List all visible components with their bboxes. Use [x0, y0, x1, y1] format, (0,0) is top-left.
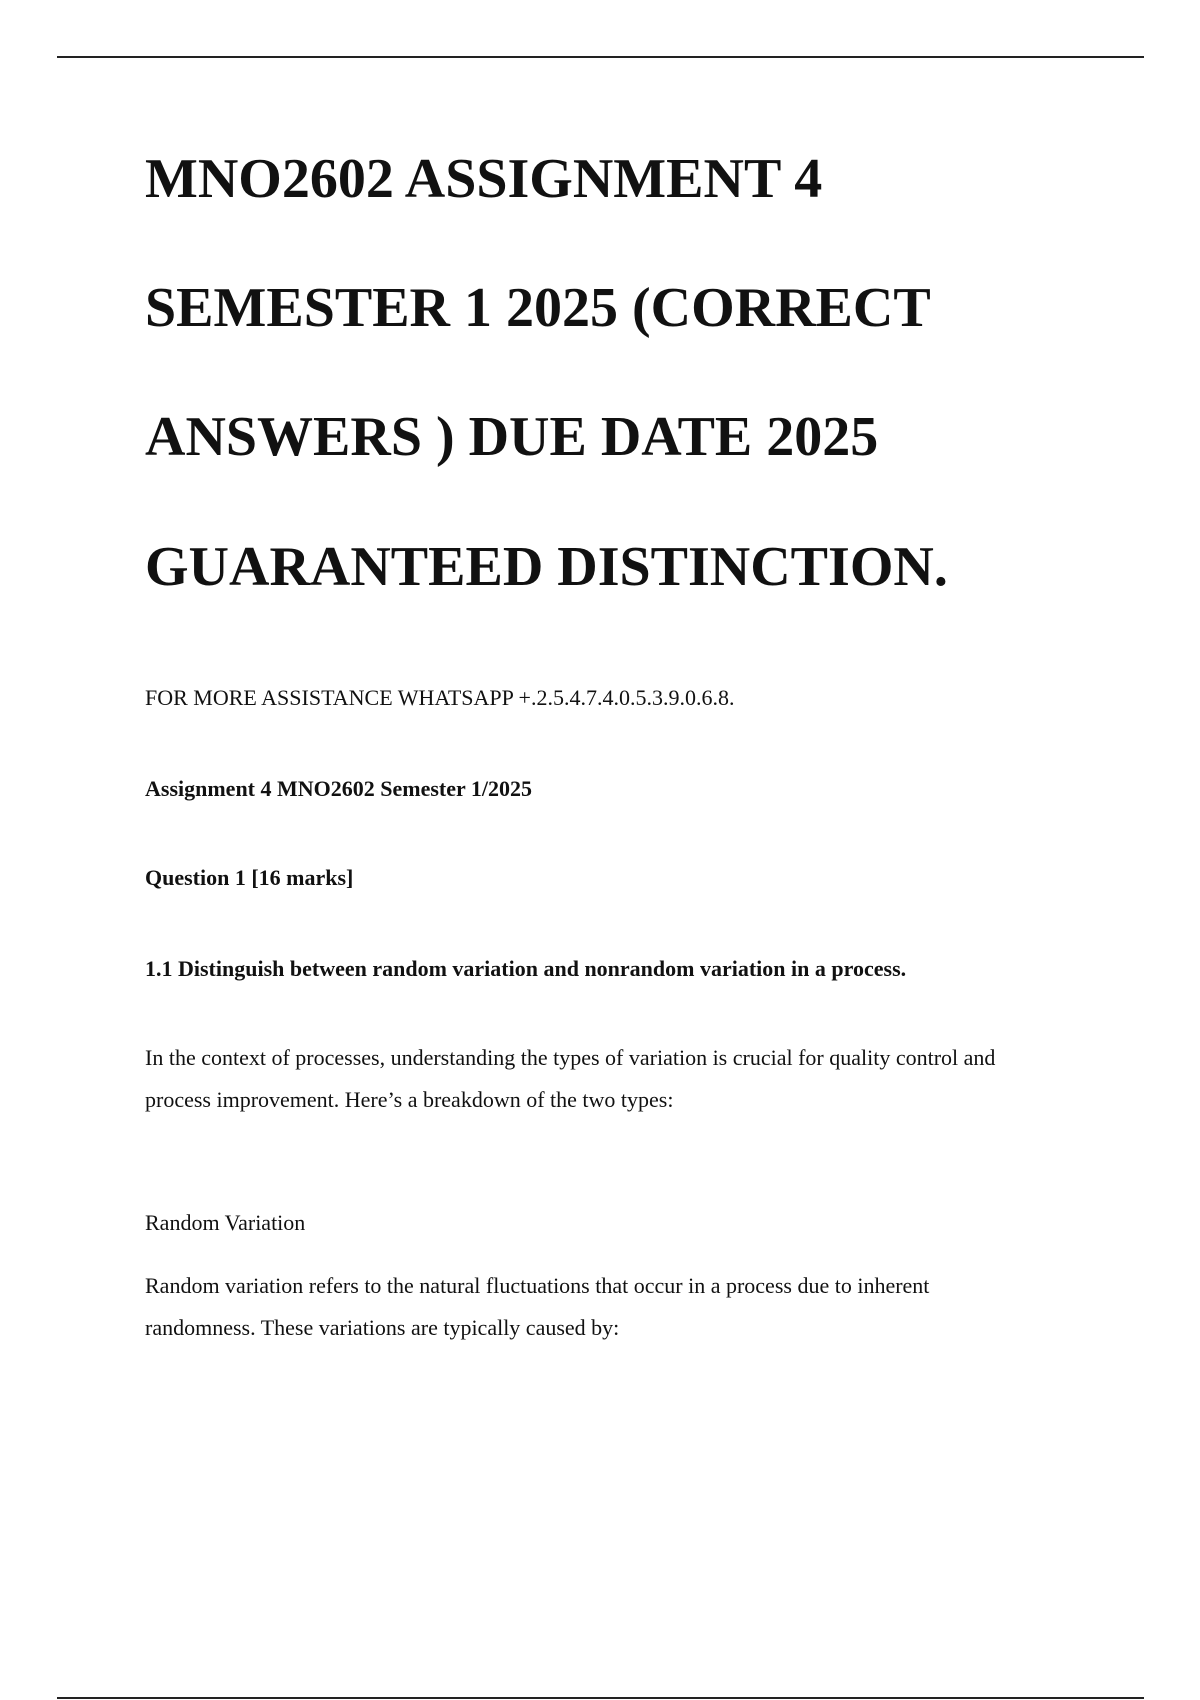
- contact-line: FOR MORE ASSISTANCE WHATSAPP +.2.5.4.7.4.0.5.3.9.0.6.8.: [145, 685, 735, 710]
- bottom-rule: [57, 1697, 1144, 1699]
- intro-line-1: In the context of processes, understanding the types of variation is crucial for quality control and: [145, 1045, 996, 1070]
- title-line-4: GUARANTEED DISTINCTION.: [145, 536, 948, 598]
- random-variation-heading: Random Variation: [145, 1210, 306, 1235]
- question-1-1: 1.1 Distinguish between random variation and nonrandom variation in a process.: [145, 956, 907, 981]
- intro-line-2: process improvement. Here’s a breakdown of the two types:: [145, 1087, 674, 1112]
- top-rule: [57, 56, 1144, 58]
- title-line-3: ANSWERS ) DUE DATE 2025: [145, 406, 879, 468]
- random-variation-line-1: Random variation refers to the natural fluctuations that occur in a process due to inherent: [145, 1273, 930, 1298]
- random-variation-line-2: randomness. These variations are typically caused by:: [145, 1315, 620, 1340]
- title-line-2: SEMESTER 1 2025 (CORRECT: [145, 277, 931, 339]
- title-line-1: MNO2602 ASSIGNMENT 4: [145, 148, 823, 210]
- assignment-heading: Assignment 4 MNO2602 Semester 1/2025: [145, 776, 532, 801]
- question-heading: Question 1 [16 marks]: [145, 865, 354, 890]
